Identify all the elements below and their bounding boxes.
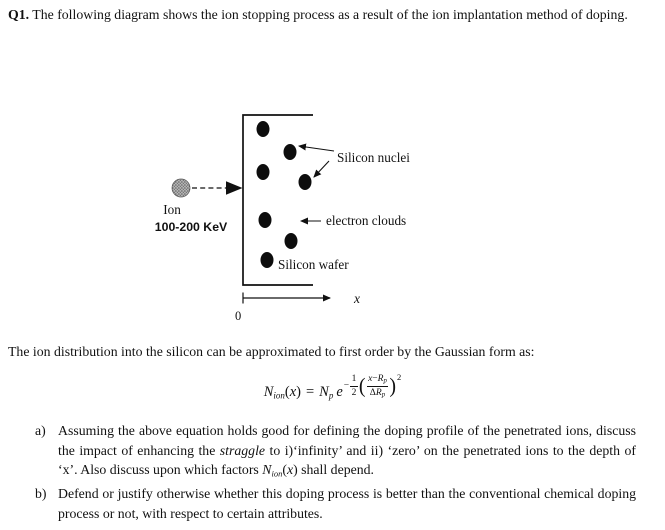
part-a-seg3: shall depend. xyxy=(297,462,374,478)
eq-sub-ion: ion xyxy=(273,390,285,401)
silicon-wafer-label: Silicon wafer xyxy=(278,257,349,272)
part-a-label: a) xyxy=(35,423,46,438)
nion-math-lparen: ( xyxy=(282,462,287,478)
gaussian-intro-text: The ion distribution into the silicon can be approximated to first order by the Gaussian form as: xyxy=(8,344,535,359)
ion-implantation-diagram xyxy=(145,88,445,336)
silicon-nucleus-dot xyxy=(284,144,297,160)
exp-close-paren: ) xyxy=(389,374,397,398)
den-delta: Δ xyxy=(369,387,376,398)
num-R: R xyxy=(377,374,384,384)
silicon-nucleus-dot xyxy=(285,233,298,249)
half-denominator: 2 xyxy=(351,387,357,398)
part-b-label: b) xyxy=(35,486,47,502)
diagram-canvas xyxy=(145,88,445,336)
part-a-seg2: to i)‘infinity’ and ii) ‘zero’ on the penetrated ions to the depth of ‘x’. Also discuss upon which factors xyxy=(58,442,636,478)
intro-paragraph xyxy=(8,5,658,25)
origin-label: 0 xyxy=(235,309,242,323)
eq-equals: = xyxy=(305,384,315,401)
exp-range-fraction xyxy=(367,374,389,399)
silicon-nucleus-dot xyxy=(259,212,272,228)
exp-half-fraction xyxy=(350,374,358,398)
nion-math-sub: ion xyxy=(271,468,283,479)
exp-power: 2 xyxy=(397,372,402,382)
ion-energy-label: 100-200 KeV xyxy=(154,220,228,234)
silicon-nuclei-label: Silicon nuclei xyxy=(337,150,410,165)
question-parts xyxy=(35,421,636,523)
den-sub-p: p xyxy=(381,391,386,399)
eq-Np: N xyxy=(319,384,329,401)
eq-rparen: ) xyxy=(296,384,301,401)
straggle-term: straggle xyxy=(219,442,266,458)
silicon-nucleus-dot xyxy=(299,174,312,190)
nion-math-N: N xyxy=(262,462,272,478)
equation-exponent xyxy=(344,374,402,399)
electron-clouds-label: electron clouds xyxy=(326,213,407,228)
eq-sub-p: p xyxy=(328,390,334,401)
half-numerator: 1 xyxy=(350,374,358,386)
silicon-nucleus-dot xyxy=(257,164,270,180)
gaussian-equation xyxy=(0,374,665,413)
x-axis-label: x xyxy=(354,291,360,306)
part-b-text xyxy=(58,484,636,523)
num-minus: − xyxy=(372,374,378,384)
range-numerator xyxy=(367,374,389,387)
eq-N: N xyxy=(263,384,274,401)
part-a-text xyxy=(58,421,636,484)
part-a-seg1: Assuming the above equation holds good for defining the doping profile of the penetrated ions, discuss the impact of enhancing the xyxy=(58,423,636,458)
intro-text: The following diagram shows the ion stopping process as a result of the ion implantation method of doping. xyxy=(29,7,628,22)
nion-math-x: x xyxy=(286,462,294,478)
silicon-nucleus-dot xyxy=(261,252,274,268)
silicon-nuclei-pointer-arrow xyxy=(314,161,329,177)
gaussian-intro-paragraph xyxy=(8,342,658,362)
range-denominator xyxy=(370,387,385,399)
nion-math-rparen: ) xyxy=(293,462,298,478)
eq-e: e xyxy=(336,384,343,401)
exp-open-paren: ( xyxy=(358,374,366,398)
den-R: R xyxy=(375,387,382,398)
eq-x: x xyxy=(289,384,297,401)
eq-lparen: ( xyxy=(284,384,290,401)
part-b xyxy=(35,484,636,523)
ion-label: Ion xyxy=(163,202,181,217)
num-x: x xyxy=(368,374,373,384)
ion-particle xyxy=(172,179,190,197)
silicon-nucleus-dot xyxy=(257,121,270,137)
ion-arrowhead xyxy=(226,181,243,195)
part-b-body: Defend or justify otherwise whether this doping process is better than the conventional chemical doping process or not, with respect to certain attributes. xyxy=(58,486,636,521)
num-sub-p: p xyxy=(383,377,387,385)
silicon-nuclei-pointer-arrow xyxy=(299,146,334,151)
exp-minus: − xyxy=(343,381,350,392)
part-a xyxy=(35,421,636,484)
question-number: Q1. xyxy=(8,7,30,22)
